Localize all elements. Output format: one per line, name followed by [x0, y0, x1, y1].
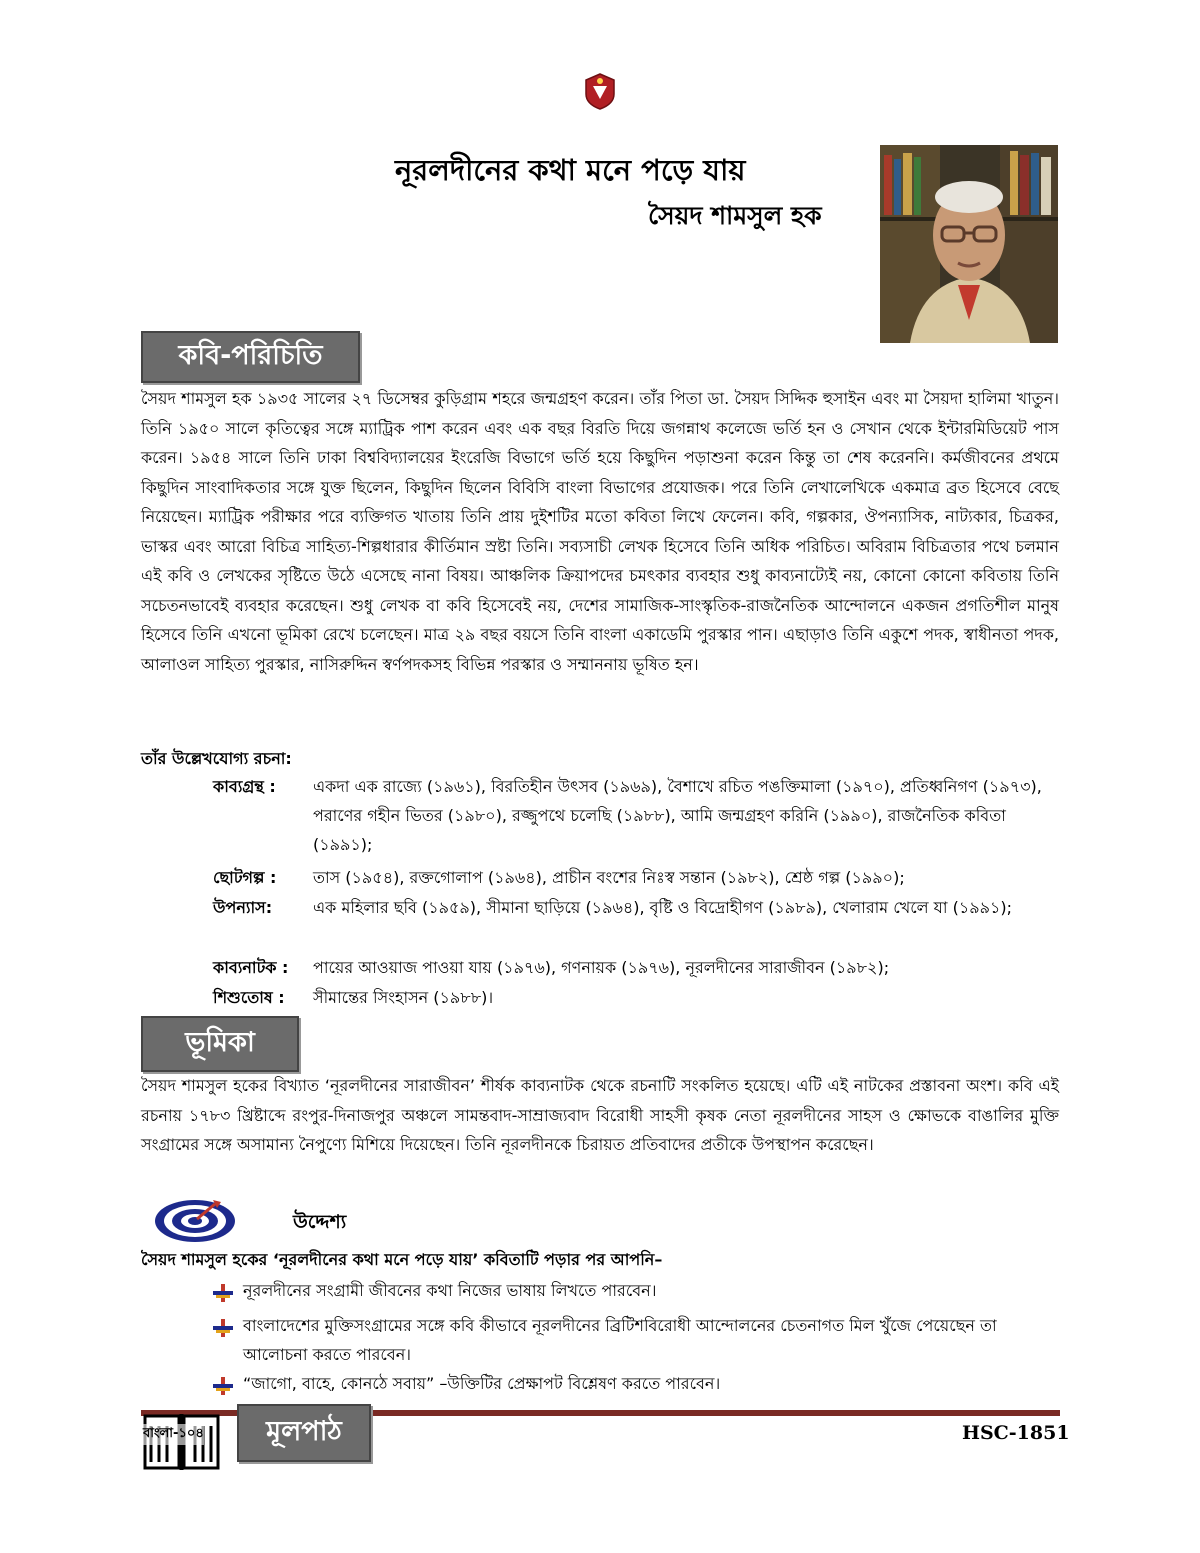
works-row-children [213, 983, 1059, 1012]
objectives-list [213, 1276, 1059, 1404]
bullet-icon [213, 1276, 243, 1311]
works-label: ছোটগল্প : [213, 868, 277, 887]
poem-title: নূরলদীনের কথা মনে পড়ে যায় [395, 153, 746, 187]
page-label: বাংলা-১০৪ [143, 1424, 204, 1445]
introduction-heading: ভূমিকা [141, 1016, 299, 1072]
works-row-short-stories [213, 863, 1059, 892]
poet-intro-paragraph: সৈয়দ শামসুল হক ১৯৩৫ সালের ২৭ ডিসেম্বর কুড়িগ্রাম শহরে জন্মগ্রহণ করেন। তাঁর পিতা ডা. সৈয়দ সিদ্দিক হুসাইন এবং মা সৈয়দা হালিমা খাতুন। তিনি ১৯৫০ সালে কৃতিত্বের সঙ্গে ম্যাট্রিক পাশ করেন এবং এক বছর বিরতি দিয়ে জগন্নাথ কলেজে ভর্তি হন ও সেখান থেকে ইন্টারমিডিয়েট পাস করেন। ১৯৫৪ সালে তিনি ঢাকা বিশ্ববিদ্যালয়ের ইংরেজি বিভাগে ভর্তি হয়ে কিছুদিন পড়াশুনা করেন কিন্তু তা শেষ করেননি। কর্মজীবনের প্রথমে কিছুদিন সাংবাদিকতার সঙ্গে যুক্ত ছিলেন, কিছুদিন ছিলেন বিবিসি বাংলা বিভাগের প্রযোজক। পরে তিনি লেখালেখিকে একমাত্র ব্রত হিসেবে বেছে নিয়েছেন। ম্যাট্রিক পরীক্ষার পরে ব্যক্তিগত খাতায় তিনি প্রায় দুইশটির মতো কবিতা লিখে ফেলেন। কবি, গল্পকার, ঔপন্যাসিক, নাট্যকার, চিত্রকর, ভাস্কর এবং আরো বিচিত্র সাহিত্য-শিল্পধারার কীর্তিমান স্রষ্টা তিনি। সব্যসাচী লেখক হিসেবে তিনি অধিক পরিচিত। অবিরাম বিচিত্রতার পথে চলমান এই কবি ও লেখকের সৃষ্টিতে উঠে এসেছে নানা বিষয়। আঞ্চলিক ক্রিয়াপদের চমৎকার ব্যবহার শুধু কাব্যনাট্যেই নয়, কোনো কোনো কবিতায় তিনি সচেতনভাবেই ব্যবহার করেছেন। শুধু লেখক বা কবি হিসেবেই নয়, দেশের সামাজিক-সাংস্কৃতিক-রাজনৈতিক আন্দোলনে একজন প্রগতিশীল মানুষ হিসেবে তিনি এখনো ভূমিকা রেখে চলেছেন। মাত্র ২৯ বছর বয়সে তিনি বাংলা একাডেমি পুরস্কার পান। এছাড়াও তিনি একুশে পদক, স্বাধীনতা পদক, আলাওল সাহিত্য পুরস্কার, নাসিরুদ্দিন স্বর্ণপদকসহ বিভিন্ন পরস্কার ও সম্মাননায় ভূষিত হন। [141, 389, 1059, 674]
introduction-paragraph: সৈয়দ শামসুল হকের বিখ্যাত ‘নূরলদীনের সারাজীবন’ শীর্ষক কাব্যনাটক থেকে রচনাটি সংকলিত হয়েছে। এটি এই নাটকের প্রস্তাবনা অংশ। কবি এই রচনায় ১৭৮৩ খ্রিষ্টাব্দে রংপুর-দিনাজপুর অঞ্চলে সামন্তবাদ-সাম্রাজ্যবাদ বিরোধী সাহসী কৃষক নেতা নূরলদীনের সাহস ও ক্ষোভকে বাঙালির মুক্তি সংগ্রামের সঙ্গে অসামান্য নৈপুণ্যে মিশিয়ে দিয়েছেন। তিনি নূরলদীনকে চিরায়ত প্রতিবাদের প্রতীকে উপস্থাপন করেছেন। [141, 1076, 1059, 1154]
list-item [213, 1276, 1059, 1311]
course-code: HSC-1851 [962, 1422, 1070, 1444]
works-label: শিশুতোষ : [213, 988, 285, 1007]
works-label: উপন্যাস: [213, 898, 273, 917]
works-text: সীমান্তের সিংহাসন (১৯৮৮)। [313, 988, 494, 1007]
works-row-poetry [213, 772, 1059, 859]
works-label: কাব্যগ্রন্থ : [213, 777, 276, 796]
bullet-icon [213, 1369, 243, 1404]
target-icon [153, 1198, 237, 1244]
main-text-heading: মূলপাঠ [237, 1404, 371, 1462]
objective-text: নূরলদীনের সংগ্রামী জীবনের কথা নিজের ভাষায় লিখতে পারবেন। [243, 1281, 657, 1300]
works-text: এক মহিলার ছবি (১৯৫৯), সীমানা ছাড়িয়ে (১৯৬৪), বৃষ্টি ও বিদ্রোহীগণ (১৯৮৯), খেলারাম খেলে যা (১৯৯১); [313, 898, 1013, 917]
poet-intro-heading: কবি-পরিচিতি [141, 331, 360, 383]
works-row-novels [213, 893, 1059, 922]
author-photo [880, 145, 1058, 343]
list-item [213, 1369, 1059, 1404]
works-row-verse-drama [213, 953, 1059, 982]
objectives-intro: সৈয়দ শামসুল হকের ‘নূরলদীনের কথা মনে পড়ে যায়’ কবিতাটি পড়ার পর আপনি– [141, 1250, 663, 1269]
bullet-icon [213, 1311, 243, 1369]
objectives-heading: উদ্দেশ্য [293, 1211, 347, 1233]
works-text: তাস (১৯৫৪), রক্তগোলাপ (১৯৬৪), প্রাচীন বংশের নিঃস্ব সন্তান (১৯৮২), শ্রেষ্ঠ গল্প (১৯৯০); [313, 868, 905, 887]
objective-text: বাংলাদেশের মুক্তিসংগ্রামের সঙ্গে কবি কীভাবে নূরলদীনের ব্রিটিশবিরোধী আন্দোলনের চেতনাগত মিল খুঁজে পেয়েছেন তা আলোচনা করতে পারবেন। [243, 1316, 997, 1364]
objective-text: “জাগো, বাহে, কোনঠে সবায়” –উক্তিটির প্রেক্ষাপট বিশ্লেষণ করতে পারবেন। [243, 1374, 721, 1393]
works-text: পায়ের আওয়াজ পাওয়া যায় (১৯৭৬), গণনায়ক (১৯৭৬), নূরলদীনের সারাজীবন (১৯৮২); [313, 958, 890, 977]
list-item [213, 1311, 1059, 1369]
works-heading: তাঁর উল্লেখযোগ্য রচনা: [141, 749, 292, 768]
works-text: একদা এক রাজ্যে (১৯৬১), বিরতিহীন উৎসব (১৯৬৯), বৈশাখে রচিত পঙক্তিমালা (১৯৭০), প্রতিধ্বনিগণ (১৯৭৩), পরাণের গহীন ভিতর (১৯৮০), রজ্জুপথে চলেছি (১৯৮৮), আমি জন্মগ্রহণ করিনি (১৯৯০), রাজনৈতিক কবিতা (১৯৯১); [313, 777, 1042, 854]
works-label: কাব্যনাটক : [213, 958, 289, 977]
university-logo-icon [583, 72, 617, 110]
poem-author: সৈয়দ শামসুল হক [648, 201, 822, 230]
